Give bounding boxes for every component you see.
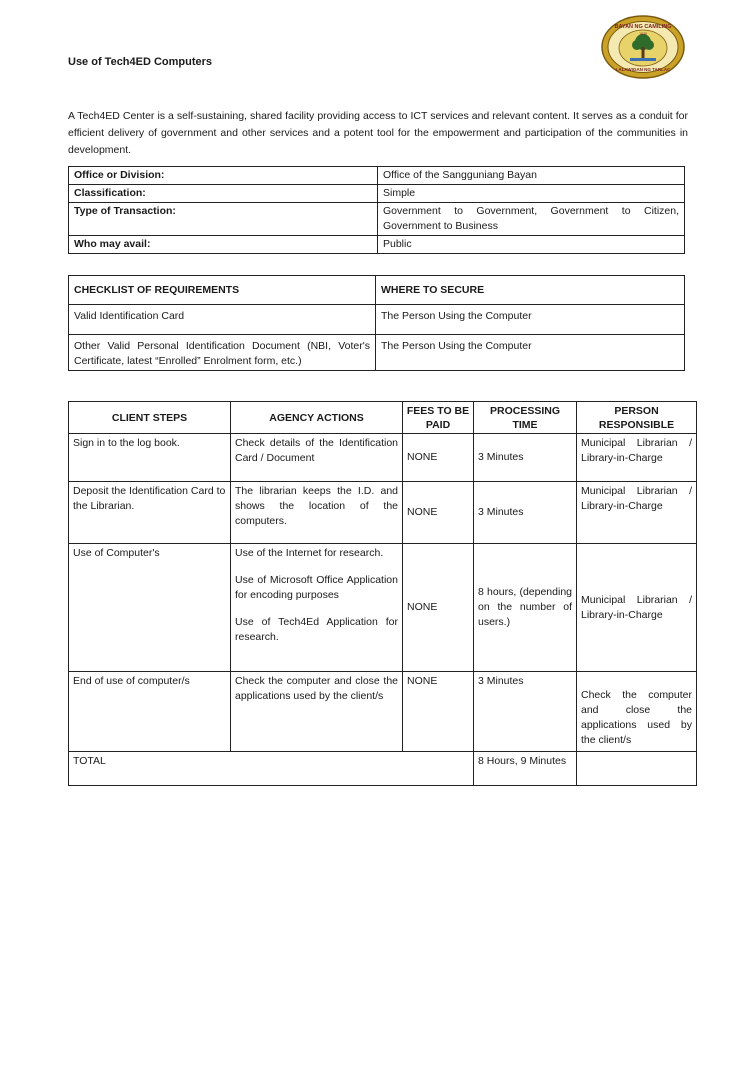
info-label: Who may avail: <box>69 236 378 254</box>
client-step: Use of Computer's <box>69 544 231 672</box>
requirement-where: The Person Using the Computer <box>376 335 685 371</box>
processing-time: 8 hours, (depending on the number of users.) <box>474 544 577 672</box>
requirements-table <box>68 275 685 371</box>
processing-time: 3 Minutes <box>474 434 577 482</box>
info-value: Simple <box>378 185 685 203</box>
total-row <box>69 752 697 786</box>
agency-action <box>231 544 403 672</box>
municipal-seal-logo <box>600 14 686 80</box>
total-label: TOTAL <box>69 752 474 786</box>
client-step: Sign in to the log book. <box>69 434 231 482</box>
step-row <box>69 672 697 752</box>
step-row <box>69 482 697 544</box>
fee: NONE <box>403 672 474 752</box>
fee: NONE <box>403 434 474 482</box>
info-label: Office or Division: <box>69 167 378 185</box>
svg-text:LALAWIGAN NG TARLAC: LALAWIGAN NG TARLAC <box>615 67 671 72</box>
requirement-row <box>69 335 685 371</box>
person-responsible: Municipal Librarian / Library-in-Charge <box>577 544 697 672</box>
info-value: Public <box>378 236 685 254</box>
where-to-secure-header: WHERE TO SECURE <box>376 276 685 305</box>
total-person-empty <box>577 752 697 786</box>
info-label: Classification: <box>69 185 378 203</box>
agency-action-line: Use of Microsoft Office Application for encoding purposes <box>235 574 398 601</box>
requirements-header-row <box>69 276 685 305</box>
agency-action-line: Use of the Internet for research. <box>235 547 384 559</box>
processing-time: 3 Minutes <box>474 672 577 752</box>
steps-header-row <box>69 402 697 434</box>
client-steps-header: CLIENT STEPS <box>69 402 231 434</box>
client-steps-table <box>68 401 697 786</box>
step-row <box>69 544 697 672</box>
info-label: Type of Transaction: <box>69 203 378 236</box>
fee: NONE <box>403 544 474 672</box>
person-responsible: Municipal Librarian / Library-in-Charge <box>577 482 697 544</box>
requirement-row <box>69 305 685 335</box>
page-title: Use of Tech4ED Computers <box>68 56 213 68</box>
info-value: Government to Government, Government to Citizen, Government to Business <box>378 203 685 236</box>
svg-text:BAYAN NG CAMILING: BAYAN NG CAMILING <box>614 24 672 30</box>
fee: NONE <box>403 482 474 544</box>
agency-action: The librarian keeps the I.D. and shows the location of the computers. <box>231 482 403 544</box>
step-row <box>69 434 697 482</box>
agency-action: Check details of the Identification Card / Document <box>231 434 403 482</box>
info-row <box>69 185 685 203</box>
agency-action-line: Use of Tech4Ed Application for research. <box>235 616 398 643</box>
info-value: Office of the Sangguniang Bayan <box>378 167 685 185</box>
service-info-table <box>68 166 685 254</box>
requirement-item: Other Valid Personal Identification Document (NBI, Voter's Certificate, latest “Enrolled” Enrolment form, etc.) <box>69 335 376 371</box>
person-responsible-header: PERSON RESPONSIBLE <box>577 402 697 434</box>
intro-paragraph: A Tech4ED Center is a self-sustaining, shared facility providing access to ICT services and relevant content. It serves as a conduit for efficient delivery of government and other services and a potent tool for the empowerment and participation of the communities in development. <box>68 110 688 156</box>
total-time: 8 Hours, 9 Minutes <box>474 752 577 786</box>
fees-header: FEES TO BE PAID <box>403 402 474 434</box>
processing-time: 3 Minutes <box>474 482 577 544</box>
agency-action: Check the computer and close the applications used by the client/s <box>231 672 403 752</box>
agency-actions-header: AGENCY ACTIONS <box>231 402 403 434</box>
client-step: End of use of computer/s <box>69 672 231 752</box>
requirement-where: The Person Using the Computer <box>376 305 685 335</box>
processing-time-header: PROCESSING TIME <box>474 402 577 434</box>
requirements-header: CHECKLIST OF REQUIREMENTS <box>69 276 376 305</box>
client-step: Deposit the Identification Card to the Librarian. <box>69 482 231 544</box>
info-row <box>69 236 685 254</box>
requirement-item: Valid Identification Card <box>69 305 376 335</box>
person-responsible: Municipal Librarian / Library-in-Charge <box>577 434 697 482</box>
info-row <box>69 167 685 185</box>
info-row <box>69 203 685 236</box>
svg-text:1838: 1838 <box>639 32 647 36</box>
person-responsible: Check the computer and close the applications used by the client/s <box>577 672 697 752</box>
